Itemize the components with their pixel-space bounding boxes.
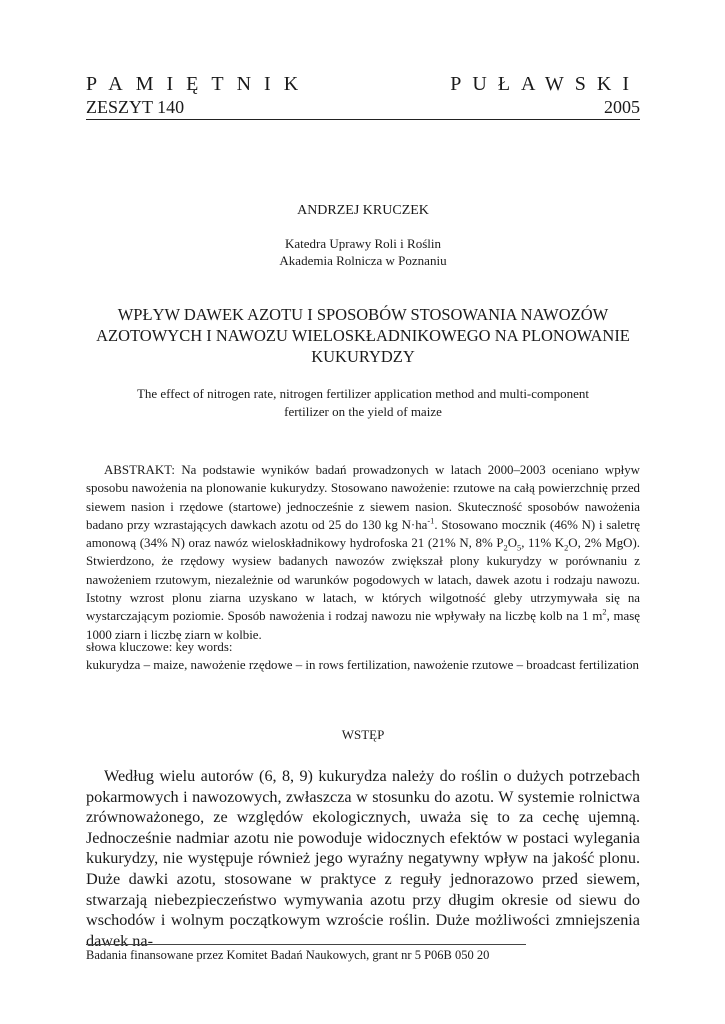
- journal-name-left: PAMIĘTNIK: [86, 73, 312, 95]
- abstract-sup-2: 2: [602, 608, 607, 618]
- issue-year: 2005: [604, 97, 640, 117]
- abstract-text-4: , 11% K: [521, 536, 565, 551]
- issue-line: [86, 95, 640, 119]
- paper-title-polish: [86, 304, 640, 367]
- paper-title-english: [86, 385, 640, 421]
- abstract-text-1: ABSTRAKT: Na podstawie wyników badań prowadzonych w latach 2000–2003 oceniano wpływ sposobu nawożenia na plonowanie kukurydzy. Stosowano nawożenie: rzutowe na całą powierzchnię przed siewem nasion i rzędowe (startowe) jednocześnie z siewem nasion. Skuteczność sposobów nawożenia badano przy wzrastających dawkach azotu od 25 do 130 kg N·ha: [86, 463, 640, 532]
- header-divider: [86, 119, 640, 120]
- keywords-label: słowa kluczowe: key words:: [86, 640, 233, 654]
- issue-number: ZESZYT 140: [86, 97, 185, 117]
- body-paragraph-text: Według wielu autorów (6, 8, 9) kukurydza należy do roślin o dużych potrzebach pokarmowych i nawozowych, zwłaszcza w stosunku do azotu. W systemie rolnictwa zrównoważonego, ze względów ekologicznych, uważa się to za cechę ujemną. Jednocześnie nadmiar azotu nie powoduje widocznych efektów w postaci wylegania kukurydzy, nie występuje również jego wyraźny negatywny wpływ na jakość plonu. Duże dawki azotu, stosowane w praktyce z reguły jednorazowo przed siewem, stwarzają niebezpieczeństwo wymywania azotu przy długim okresie od siewu do wschodów i wolnym początkowym wzroście roślin. Duże możliwości zmniejszenia dawek na-: [86, 767, 640, 950]
- affiliation: [86, 235, 640, 269]
- affiliation-institution: Akademia Rolnicza w Poznaniu: [279, 253, 447, 268]
- keywords: [86, 638, 640, 675]
- journal-name-right: PUŁAWSKI: [450, 73, 640, 95]
- keywords-text: kukurydza – maize, nawożenie rzędowe – in rows fertilization, nawożenie rzutowe – broadcast fertilization: [86, 658, 639, 673]
- abstract-text-5: O, 2% MgO). Stwierdzono, że rzędowy wysiew badanych nawozów zwiększał plony kukurydzy w porównaniu z nawożeniem rzutowym, niezależnie od warunków pogodowych w latach, dawek azotu i rodzaju nawozu. Istotny wzrost plonu ziarna uzyskano w latach, w których wilgotność gleby utrzymywała się na wystarczającym poziomie. Sposób nawożenia i rodzaj nawozu nie wpływały na liczbę kolb na 1 m: [86, 536, 640, 624]
- abstract-sub-1: 2: [503, 543, 508, 553]
- abstract-sub-3: 2: [564, 543, 569, 553]
- abstract-sup-1: -1: [427, 516, 435, 526]
- author-name: ANDRZEJ KRUCZEK: [297, 203, 429, 218]
- title-en-line-2: fertilizer on the yield of maize: [284, 404, 442, 419]
- title-pl-line-2: AZOTOWYCH I NAWOZU WIELOSKŁADNIKOWEGO NA PLONOWANIE: [96, 326, 630, 345]
- journal-title: [86, 72, 640, 96]
- abstract-text-3: O: [507, 536, 517, 551]
- body-paragraph: [86, 766, 640, 951]
- section-heading: WSTĘP: [341, 727, 385, 742]
- abstract: [86, 461, 640, 644]
- abstract-text-2: . Stosowano mocznik (46% N) i saletrę amonową (34% N) oraz nawóz wieloskładnikowy hydrofoska 21 (21% N, 8% P: [86, 517, 640, 551]
- abstract-text-6: , masę 1000 ziarn i liczbę ziarn w kolbie.: [86, 609, 640, 642]
- footnote: Badania finansowane przez Komitet Badań Naukowych, grant nr 5 P06B 050 20: [86, 948, 490, 962]
- title-pl-line-3: KUKURYDZY: [311, 347, 415, 366]
- footnote-divider: [86, 944, 526, 945]
- title-en-line-1: The effect of nitrogen rate, nitrogen fertilizer application method and multi-component: [136, 386, 590, 401]
- title-pl-line-1: WPŁYW DAWEK AZOTU I SPOSOBÓW STOSOWANIA NAWOZÓW: [117, 305, 609, 324]
- affiliation-department: Katedra Uprawy Roli i Roślin: [285, 236, 441, 251]
- abstract-sub-2: 5: [517, 543, 522, 553]
